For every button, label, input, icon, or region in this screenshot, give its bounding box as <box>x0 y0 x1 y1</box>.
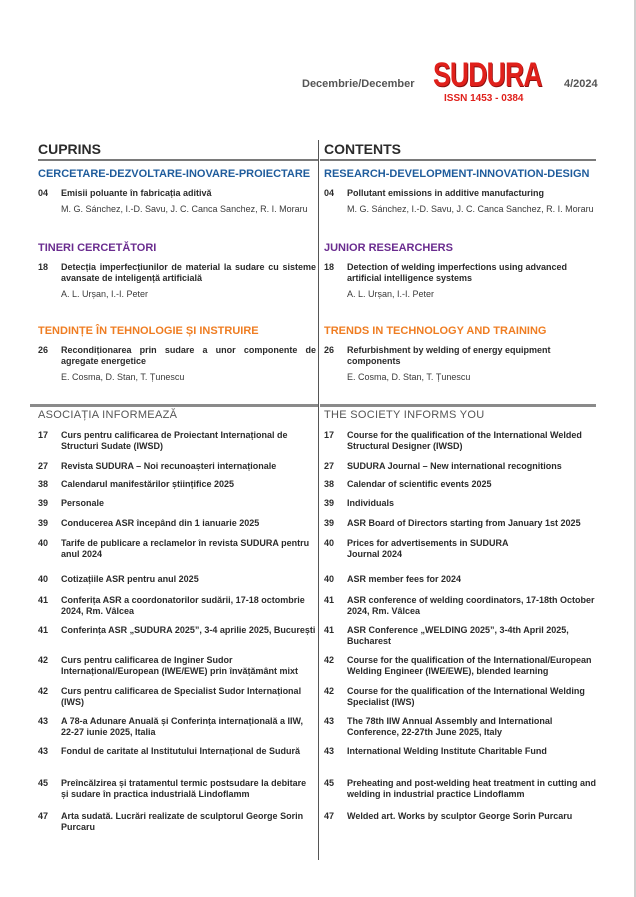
page-number: 43 <box>38 746 49 756</box>
page-number: 27 <box>324 461 335 471</box>
article-title: SUDURA Journal – New international recognitions <box>347 461 562 471</box>
toc-entry[interactable] <box>324 345 602 367</box>
section-society <box>324 408 602 422</box>
article-authors: E. Cosma, D. Stan, T. Țunescu <box>347 372 471 382</box>
english-column <box>324 140 602 821</box>
article-title: Curs pentru calificarea de Inginer Sudor Internațional/European (IWE/EWE) prin învățământ mixt <box>61 655 299 676</box>
article-title: Refurbishment by welding of energy equipment components <box>347 345 551 366</box>
article-title: Calendarul manifestărilor științifice 2025 <box>61 479 235 489</box>
toc-entry[interactable] <box>38 518 316 529</box>
toc-entry[interactable] <box>324 778 602 800</box>
page-number: 39 <box>38 498 49 508</box>
article-title: Detection of welding imperfections using advanced artificial intelligence systems <box>347 262 568 283</box>
page-number: 45 <box>324 778 335 788</box>
page-number: 45 <box>38 778 49 788</box>
toc-entry[interactable] <box>38 461 316 472</box>
title-rule <box>38 159 318 161</box>
toc-entry[interactable] <box>324 188 602 199</box>
issue-number: 4/2024 <box>564 78 598 90</box>
issue-month: Decembrie/December <box>302 78 415 90</box>
journal-logo: SUDURA <box>433 56 542 94</box>
page-number: 47 <box>324 811 335 821</box>
section-trends <box>38 324 316 383</box>
masthead <box>0 58 636 108</box>
article-title: ASR Conference „WELDING 2025”, 3-4th April 2025, Bucharest <box>347 625 569 646</box>
article-title: Pollutant emissions in additive manufacturing <box>347 188 545 198</box>
page-number: 40 <box>324 538 335 548</box>
page-number: 18 <box>38 262 49 272</box>
page-number: 39 <box>324 518 335 528</box>
page-number: 42 <box>324 655 335 665</box>
article-title: Individuals <box>347 498 395 508</box>
toc-entry[interactable] <box>38 811 316 833</box>
toc-entry[interactable] <box>324 746 602 757</box>
page-number: 41 <box>38 595 49 605</box>
article-title: Tarife de publicare a reclamelor în revista SUDURA pentru anul 2024 <box>61 538 310 559</box>
toc-entry[interactable] <box>324 461 602 472</box>
page-number: 26 <box>38 345 49 355</box>
toc-entry[interactable] <box>38 746 316 757</box>
column-divider <box>318 140 319 860</box>
toc-entry[interactable] <box>324 430 602 452</box>
page-number: 41 <box>324 625 335 635</box>
column-title: CUPRINS <box>38 141 102 157</box>
page-number: 38 <box>38 479 49 489</box>
toc-entry[interactable] <box>38 778 316 800</box>
article-title: Prices for advertisements in SUDURA Journal 2024 <box>347 538 509 559</box>
page-number: 40 <box>38 538 49 548</box>
toc-entry[interactable] <box>38 479 316 490</box>
article-title: Curs pentru calificarea de Proiectant Internațional de Structuri Sudate (IWSD) <box>61 430 288 451</box>
toc-entry[interactable] <box>38 498 316 509</box>
toc-entry[interactable] <box>324 518 602 529</box>
section-junior <box>324 241 602 300</box>
section-trends <box>324 324 602 383</box>
section-heading: ASOCIAȚIA INFORMEAZĂ <box>38 409 178 421</box>
article-title: Conferința ASR „SUDURA 2025”, 3-4 aprilie 2025, București <box>61 625 316 635</box>
toc-entry[interactable] <box>324 262 602 284</box>
toc-entry[interactable] <box>324 655 602 677</box>
toc-entry[interactable] <box>38 716 316 738</box>
article-authors: E. Cosma, D. Stan, T. Țunescu <box>61 372 185 382</box>
article-title: ASR Board of Directors starting from January 1st 2025 <box>347 518 581 528</box>
article-title: ASR conference of welding coordinators, 17-18th October 2024, Rm. Vâlcea <box>347 595 595 616</box>
article-title: Course for the qualification of the International Welding Specialist (IWS) <box>347 686 585 707</box>
page-number: 43 <box>324 716 335 726</box>
title-rule <box>320 159 596 161</box>
page-number: 27 <box>38 461 49 471</box>
page-number: 41 <box>324 595 335 605</box>
page-number: 42 <box>324 686 335 696</box>
toc-entry[interactable] <box>324 811 602 822</box>
article-title: Personale <box>61 498 105 508</box>
page-number: 26 <box>324 345 335 355</box>
section-society <box>38 408 316 422</box>
article-title: Calendar of scientific events 2025 <box>347 479 492 489</box>
toc-entry[interactable] <box>38 625 316 636</box>
page-number: 43 <box>38 716 49 726</box>
article-title: The 78th IIW Annual Assembly and International Conference, 22-27th June 2025, Italy <box>347 716 553 737</box>
toc-entry[interactable] <box>38 188 316 199</box>
section-heading: THE SOCIETY INFORMS YOU <box>324 409 485 421</box>
page-number: 04 <box>38 188 49 198</box>
page-number: 40 <box>38 574 49 584</box>
article-title: Course for the qualification of the International/European Welding Engineer (IWE/EWE), blended learning <box>347 655 592 676</box>
toc-entry[interactable] <box>38 430 316 452</box>
page-number: 43 <box>324 746 335 756</box>
section-research <box>38 167 316 215</box>
toc-entry[interactable] <box>38 595 316 617</box>
section-rule <box>320 404 596 407</box>
toc-entry[interactable] <box>324 538 602 560</box>
article-title: ASR member fees for 2024 <box>347 574 462 584</box>
article-authors: M. G. Sánchez, I.-D. Savu, J. C. Canca Sanchez, R. I. Moraru <box>61 204 308 214</box>
toc-entry[interactable] <box>324 479 602 490</box>
page-number: 17 <box>324 430 335 440</box>
article-title: Conducerea ASR începând din 1 ianuarie 2025 <box>61 518 260 528</box>
article-title: Cotizațiile ASR pentru anul 2025 <box>61 574 199 584</box>
article-title: International Welding Institute Charitable Fund <box>347 746 547 756</box>
page-number: 42 <box>38 686 49 696</box>
section-heading: JUNIOR RESEARCHERS <box>324 242 453 254</box>
toc-entry[interactable] <box>324 716 602 738</box>
section-heading: RESEARCH-DEVELOPMENT-INNOVATION-DESIGN <box>324 168 590 180</box>
article-title: Conferița ASR a coordonatorilor sudării, 17-18 octombrie 2024, Rm. Vâlcea <box>61 595 305 616</box>
toc-entry[interactable] <box>38 262 316 284</box>
article-title: Welded art. Works by sculptor George Sorin Purcaru <box>347 811 573 821</box>
page-number: 38 <box>324 479 335 489</box>
article-title: Recondiționarea prin sudare a unor componente de agregate energetice <box>61 345 316 366</box>
section-heading: TRENDS IN TECHNOLOGY AND TRAINING <box>324 325 547 337</box>
page-number: 40 <box>324 574 335 584</box>
page-number: 39 <box>324 498 335 508</box>
article-authors: A. L. Urșan, I.-I. Peter <box>61 289 149 299</box>
toc-entry[interactable] <box>38 655 316 677</box>
article-title: Curs pentru calificarea de Specialist Sudor Internațional (IWS) <box>61 686 302 707</box>
article-title: Preîncălzirea și tratamentul termic postsudare la debitare și sudare în practica industrială Lindoflamm <box>61 778 307 799</box>
article-title: Fondul de caritate al Institutului Internațional de Sudură <box>61 746 301 756</box>
page-number: 39 <box>38 518 49 528</box>
section-heading: CERCETARE-DEZVOLTARE-INOVARE-PROIECTARE <box>38 168 311 180</box>
section-research <box>324 167 602 215</box>
column-title: CONTENTS <box>324 141 401 157</box>
toc-entry[interactable] <box>38 686 316 708</box>
article-title: Revista SUDURA – Noi recunoașteri internaționale <box>61 461 277 471</box>
section-heading: TENDINȚE ÎN TEHNOLOGIE ȘI INSTRUIRE <box>38 325 259 337</box>
section-junior <box>38 241 316 300</box>
page-number: 42 <box>38 655 49 665</box>
article-title: Detecția imperfecțiunilor de material la sudare cu sisteme avansate de inteligență artificială <box>61 262 316 283</box>
article-title: Emisii poluante în fabricația aditivă <box>61 188 212 198</box>
article-title: A 78-a Adunare Anuală și Conferința internațională a IIW, 22-27 iunie 2025, Italia <box>61 716 304 737</box>
page-number: 04 <box>324 188 335 198</box>
page-number: 17 <box>38 430 49 440</box>
toc-entry[interactable] <box>324 625 602 647</box>
toc-entry[interactable] <box>324 595 602 617</box>
page-number: 41 <box>38 625 49 635</box>
article-title: Arta sudată. Lucrări realizate de sculptorul George Sorin Purcaru <box>61 811 304 832</box>
toc-entry[interactable] <box>38 574 316 585</box>
page-number: 47 <box>38 811 49 821</box>
toc-entry[interactable] <box>324 498 602 509</box>
toc-entry[interactable] <box>324 686 602 708</box>
romanian-column <box>38 140 316 832</box>
toc-entry[interactable] <box>38 345 316 367</box>
toc-entry[interactable] <box>324 574 602 585</box>
article-title: Course for the qualification of the International Welded Structural Designer (IWSD) <box>347 430 582 451</box>
article-authors: M. G. Sánchez, I.-D. Savu, J. C. Canca Sanchez, R. I. Moraru <box>347 204 594 214</box>
section-rule <box>30 404 318 407</box>
page-number: 18 <box>324 262 335 272</box>
toc-entry[interactable] <box>38 538 316 560</box>
issn: ISSN 1453 - 0384 <box>444 93 524 104</box>
section-heading: TINERI CERCETĂTORI <box>38 242 157 254</box>
article-title: Preheating and post-welding heat treatment in cutting and welding in industrial practice Lindoflamm <box>347 778 597 799</box>
article-authors: A. L. Urșan, I.-I. Peter <box>347 289 435 299</box>
